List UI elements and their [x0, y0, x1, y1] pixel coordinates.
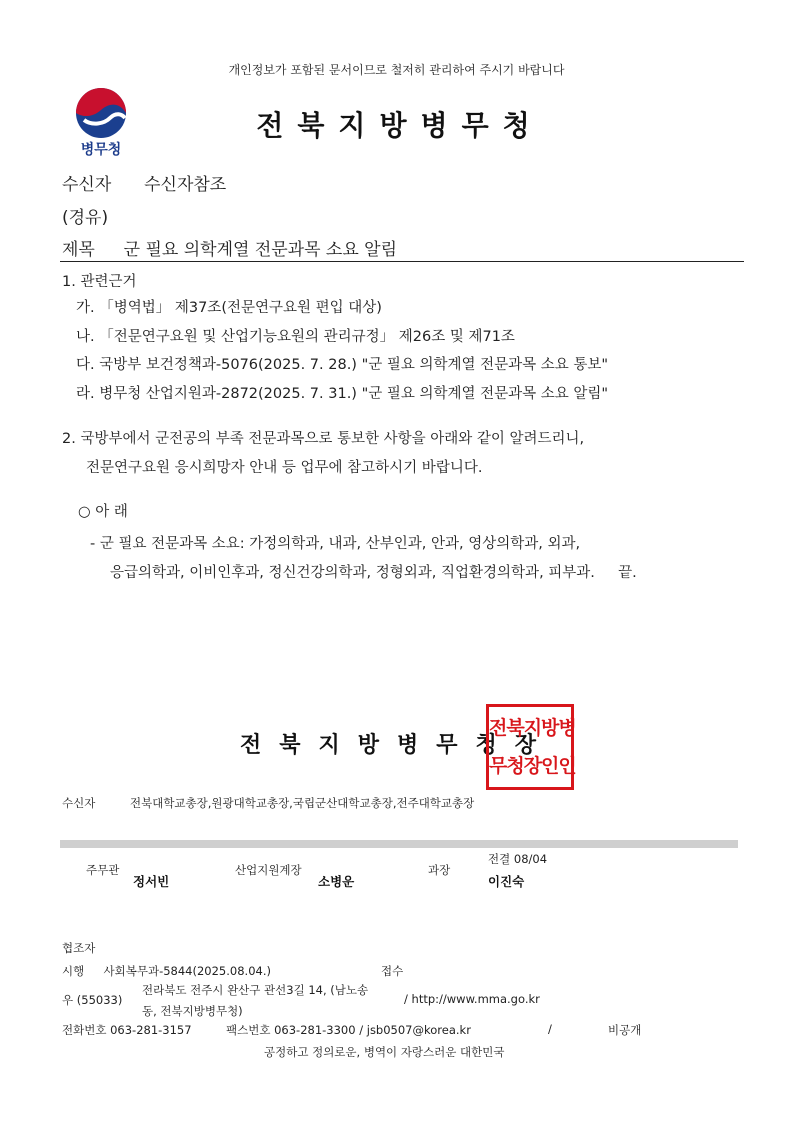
approver-name: 정서빈	[133, 874, 170, 889]
disclosure-status: 비공개	[608, 1023, 642, 1037]
header-divider	[60, 261, 744, 262]
recipient-row	[62, 170, 226, 195]
phone-number: 전화번호 063-281-3157	[62, 1023, 192, 1037]
approver-note: 전결 08/04	[488, 852, 548, 866]
approval-divider	[60, 840, 738, 848]
section2-line2: 전문연구요원 응시희망자 안내 등 업무에 참고하시기 바랍니다.	[86, 460, 483, 476]
section2-line1: 2. 국방부에서 군전공의 부족 전문과목으로 통보한 사항을 아래와 같이 알려드리니,	[62, 431, 585, 447]
postal-code: 우 (55033)	[62, 993, 123, 1007]
section1-title: 1. 관련근거	[62, 274, 137, 290]
slogan: 공정하고 정의로운, 병역이 자랑스러운 대한민국	[264, 1045, 505, 1059]
seal-line1: 전북지방병	[489, 717, 576, 739]
recipients-label: 수신자	[62, 796, 96, 810]
end-mark: 끝.	[618, 565, 637, 581]
recipient-value: 수신자참조	[144, 175, 227, 195]
approver-name: 소병운	[318, 874, 355, 889]
slash-separator: /	[548, 1022, 552, 1036]
below-line2	[110, 561, 637, 582]
fax-email[interactable]: 팩스번호 063-281-3300 / jsb0507@korea.kr	[226, 1023, 471, 1037]
website-link[interactable]: / http://www.mma.go.kr	[404, 992, 540, 1006]
privacy-notice: 개인정보가 포함된 문서이므로 철저히 관리하여 주시기 바랍니다	[228, 63, 565, 77]
below-title: ○ 아 래	[78, 504, 128, 520]
recipients-value: 전북대학교총장,원광대학교총장,국립군산대학교총장,전주대학교총장	[130, 796, 475, 810]
section1-item: 라. 병무청 산업지원과-2872(2025. 7. 31.) "군 필요 의학계열 전문과목 소요 알림"	[76, 386, 609, 402]
cooperator-label: 협조자	[62, 941, 96, 955]
recipient-label: 수신자	[62, 175, 112, 195]
seal-line2: 무청장인인	[489, 755, 576, 777]
receipt-label: 접수	[381, 964, 404, 978]
below-line1: - 군 필요 전문과목 소요: 가정의학과, 내과, 산부인과, 안과, 영상의학과, 외과,	[90, 536, 581, 552]
enforce-value: 사회복무과-5844(2025.08.04.)	[103, 964, 271, 978]
section1-item: 가. 「병역법」 제37조(전문연구요원 편입 대상)	[76, 300, 382, 316]
official-seal	[486, 704, 574, 790]
enforce-row	[62, 963, 271, 979]
below-line2-text: 응급의학과, 이비인후과, 정신건강의학과, 정형외과, 직업환경의학과, 피부과.	[110, 565, 595, 581]
via-label: (경유)	[62, 208, 109, 228]
section1-item: 다. 국방부 보건정책과-5076(2025. 7. 28.) "군 필요 의학계열 전문과목 소요 통보"	[76, 357, 609, 373]
address-line2: 동, 전북지방병무청)	[142, 1004, 243, 1018]
approver-name: 이진숙	[488, 874, 525, 889]
agency-title: 전북지방병무청	[256, 109, 544, 142]
approver-role: 과장	[428, 863, 451, 877]
signature-name: 전북지방병무청장	[240, 733, 555, 758]
subject-value: 군 필요 의학계열 전문과목 소요 알림	[123, 240, 398, 260]
subject-label: 제목	[62, 240, 95, 260]
enforce-label: 시행	[62, 964, 85, 978]
approver-role: 산업지원계장	[235, 863, 302, 877]
approver-role: 주무관	[86, 863, 120, 877]
subject-row	[62, 235, 397, 260]
logo-text: 병무청	[80, 142, 122, 158]
section1-item: 나. 「전문연구요원 및 산업기능요원의 관리규정」 제26조 및 제71조	[76, 329, 515, 345]
address-line1: 전라북도 전주시 완산구 관선3길 14, (남노송	[142, 983, 369, 997]
